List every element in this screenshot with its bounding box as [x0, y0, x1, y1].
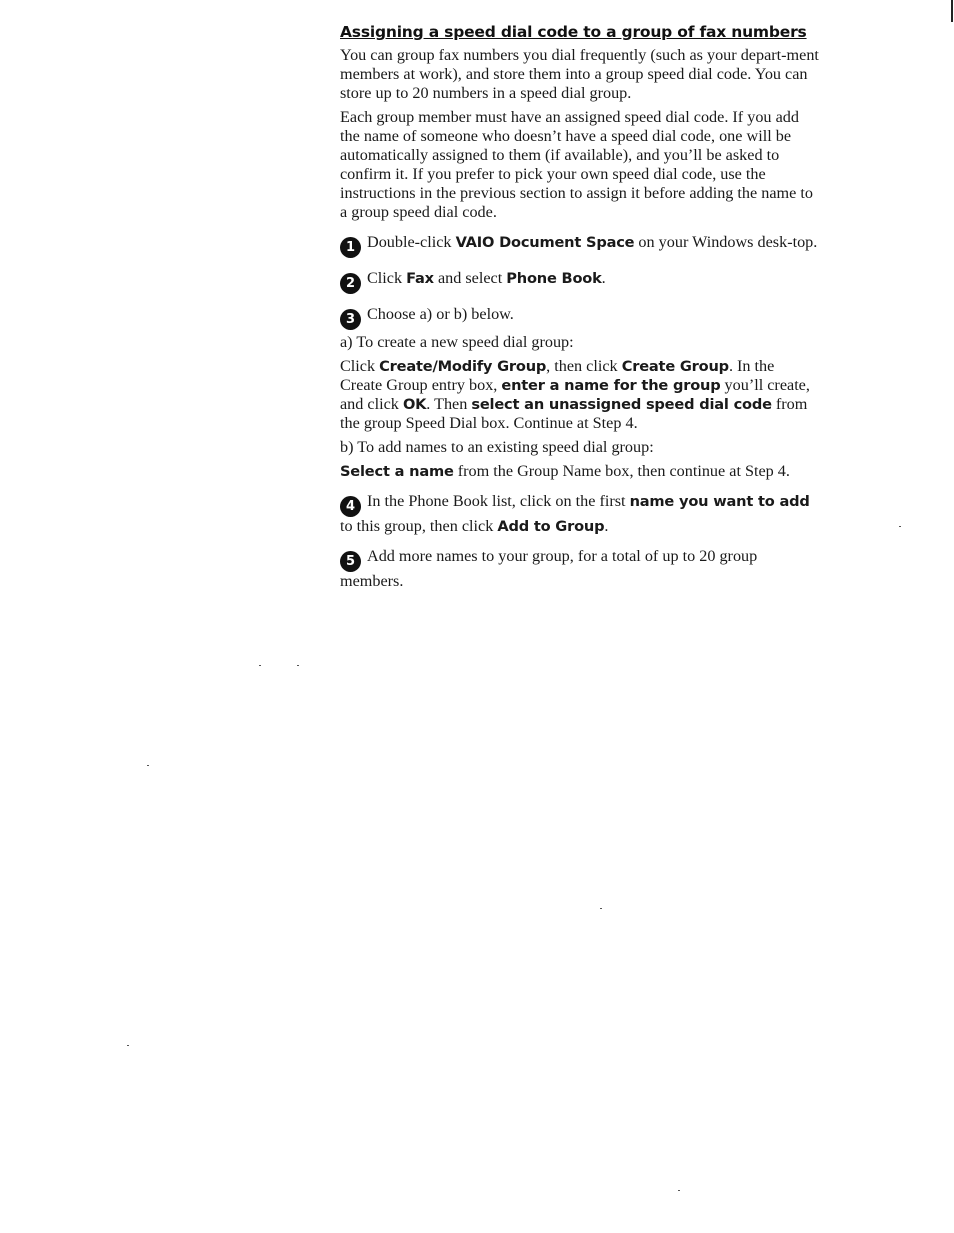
scan-speck: [297, 665, 299, 666]
scan-speck: [127, 1045, 129, 1046]
option-b-instructions: Select a name from the Group Name box, then continue at Step 4.: [340, 462, 790, 480]
scan-speck: [678, 1190, 680, 1191]
scan-speck: [259, 665, 261, 666]
step-5: 5 Add more names to your group, for a total of up to 20 group members.: [340, 547, 758, 590]
scan-speck: [147, 765, 149, 766]
section-content: [340, 20, 820, 597]
step-number-1-icon: 1: [340, 237, 361, 258]
section-title: Assigning a speed dial code to a group of fax numbers: [340, 23, 807, 41]
option-a-instructions: Click Create/Modify Group, then click Create Group. In the Create Group entry box, enter a name for the group you’ll create, and click OK. Then select an unassigned speed dial code from the group Speed Dial box. Continue at Step 4.: [340, 357, 810, 432]
step-2: 2 Click Fax and select Phone Book.: [340, 269, 820, 294]
scan-speck: [899, 526, 901, 527]
step-3: 3 Choose a) or b) below.: [340, 305, 820, 330]
note-paragraph: Each group member must have an assigned speed dial code. If you add the name of someone who doesn’t have a speed dial code, one will be automatically assigned to them (if available), and you’ll be asked to confirm it. If you prefer to pick your own speed dial code, use the instructions in the previous section to assign it before adding the name to a group speed dial code.: [340, 108, 813, 221]
step-number-4-icon: 4: [340, 496, 361, 517]
scan-speck: [600, 908, 602, 909]
option-a-heading: a) To create a new speed dial group:: [340, 333, 574, 351]
step-1: 1 Double-click VAIO Document Space on your Windows desk-top.: [340, 233, 820, 258]
step-number-3-icon: 3: [340, 309, 361, 330]
step-4: 4 In the Phone Book list, click on the first name you want to add to this group, then click Add to Group.: [340, 492, 810, 535]
page-edge-mark: [951, 0, 953, 22]
step-number-2-icon: 2: [340, 273, 361, 294]
step-number-5-icon: 5: [340, 551, 361, 572]
option-b-heading: b) To add names to an existing speed dial group:: [340, 438, 654, 456]
intro-paragraph: You can group fax numbers you dial frequently (such as your depart-ment members at work), and store them into a group speed dial code. You can store up to 20 numbers in a speed dial group.: [340, 46, 819, 102]
